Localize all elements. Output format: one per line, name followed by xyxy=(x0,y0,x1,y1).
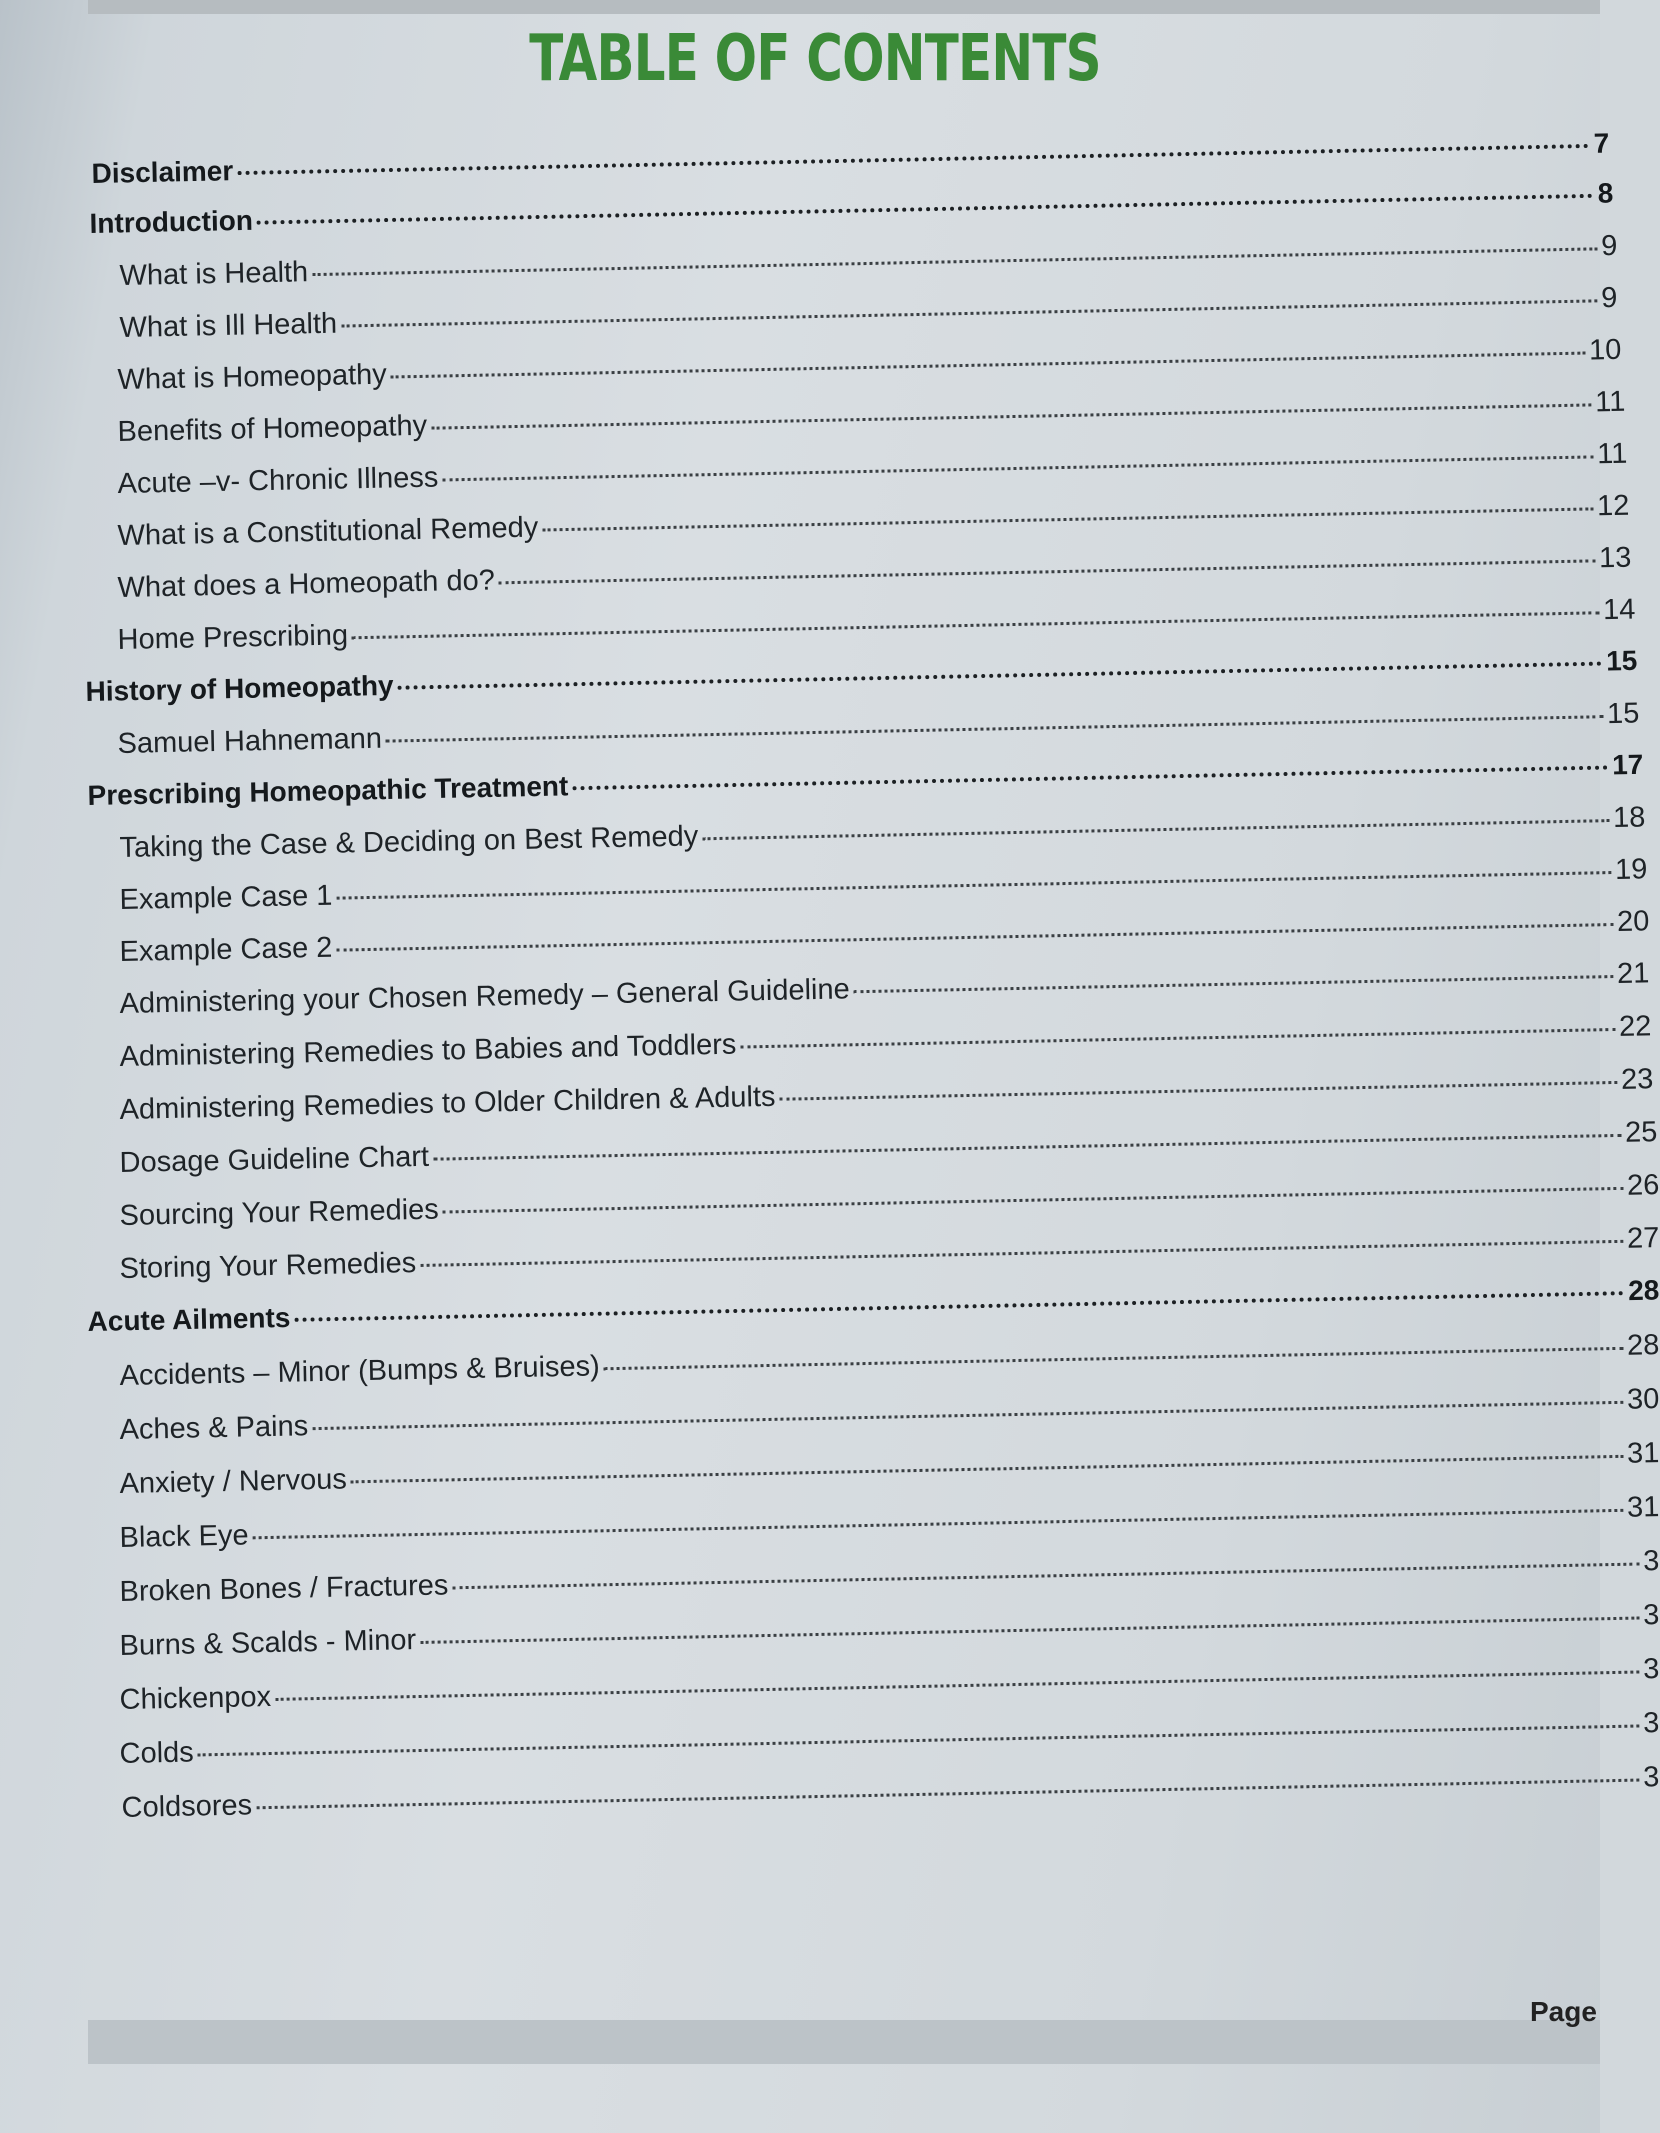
toc-entry-label: Dosage Guideline Chart xyxy=(119,1140,430,1180)
toc-subsection-entry xyxy=(119,1653,1659,1720)
toc-subsection-entry xyxy=(119,1599,1659,1666)
dot-leader xyxy=(420,1240,1623,1267)
dot-leader xyxy=(312,1401,1623,1430)
toc-subsection-entry xyxy=(119,1545,1659,1612)
dot-leader xyxy=(312,247,1597,276)
dot-leader xyxy=(702,819,1609,840)
dot-leader xyxy=(442,455,1593,481)
toc-entry-page-number: 9 xyxy=(1600,281,1618,315)
dot-leader xyxy=(275,1671,1639,1701)
toc-entry-label: Anxiety / Nervous xyxy=(119,1463,348,1501)
toc-entry-label: Prescribing Homeopathic Treatment xyxy=(87,770,569,812)
dot-leader xyxy=(352,611,1599,639)
dot-leader xyxy=(398,662,1603,690)
dot-leader xyxy=(542,507,1593,531)
toc-entry-label: What is a Constitutional Remedy xyxy=(117,511,539,553)
toc-entry-page-number: 3 xyxy=(1642,1545,1660,1578)
toc-entry-label: Example Case 2 xyxy=(119,931,333,969)
toc-entry-label: Benefits of Homeopathy xyxy=(117,409,428,449)
toc-entry-label: Accidents – Minor (Bumps & Bruises) xyxy=(119,1350,601,1393)
toc-entry-label: Administering your Chosen Remedy – General Guideline xyxy=(119,973,850,1021)
dot-leader xyxy=(256,1779,1639,1810)
page-title: TABLE OF CONTENTS xyxy=(529,22,1101,96)
toc-entry-page-number: 11 xyxy=(1596,437,1628,471)
toc-entry-label: Administering Remedies to Babies and Toddlers xyxy=(119,1028,737,1074)
toc-subsection-entry xyxy=(119,1437,1659,1504)
toc-entry-label: Disclaimer xyxy=(91,155,234,190)
toc-entry-page-number: 31 xyxy=(1626,1491,1660,1524)
dot-leader xyxy=(572,765,1608,790)
dot-leader xyxy=(431,403,1591,429)
dot-leader xyxy=(386,715,1603,742)
toc-subsection-entry xyxy=(121,1761,1659,1828)
toc-subsection-entry xyxy=(119,1491,1659,1558)
footer-page-label: Page xyxy=(1530,1996,1597,2027)
dot-leader xyxy=(237,144,1590,175)
toc-subsection-entry xyxy=(119,1383,1659,1450)
dot-leader xyxy=(198,1725,1639,1757)
toc-entry-label: Storing Your Remedies xyxy=(119,1247,417,1286)
toc-entry-page-number: 31 xyxy=(1626,1437,1660,1470)
toc-entry-label: What is Homeopathy xyxy=(117,358,388,397)
toc-subsection-entry xyxy=(119,1707,1659,1774)
toc-entry-page-number: 19 xyxy=(1614,853,1648,886)
toc-entry-page-number: 11 xyxy=(1594,385,1626,419)
toc-entry-label: Acute –v- Chronic Illness xyxy=(117,461,439,501)
toc-entry-page-number: 28 xyxy=(1626,1329,1660,1362)
toc-entry-page-number: 13 xyxy=(1598,541,1632,575)
toc-entry-label: Chickenpox xyxy=(119,1680,272,1717)
dot-leader xyxy=(391,352,1585,379)
toc-entry-page-number: 28 xyxy=(1627,1274,1660,1307)
toc-entry-page-number: 15 xyxy=(1605,644,1638,677)
toc-entry-page-number: 15 xyxy=(1606,697,1640,731)
footer-band xyxy=(88,2020,1600,2064)
toc-entry-label: Sourcing Your Remedies xyxy=(119,1193,440,1233)
toc-subsection-entry xyxy=(119,1329,1659,1396)
toc-entry-label: What does a Homeopath do? xyxy=(117,564,496,605)
dot-leader xyxy=(420,1617,1639,1644)
dot-leader xyxy=(253,1509,1624,1540)
dot-leader xyxy=(294,1291,1624,1322)
toc-entry-label: Aches & Pains xyxy=(119,1410,309,1447)
toc-entry-page-number: 22 xyxy=(1618,1010,1652,1043)
toc-entry-label: Administering Remedies to Older Children & Adults xyxy=(119,1080,776,1127)
toc-entry-label: Samuel Hahnemann xyxy=(117,722,383,761)
toc-entry-page-number: 27 xyxy=(1626,1222,1660,1255)
toc-entry-page-number: 30 xyxy=(1626,1383,1660,1416)
dot-leader xyxy=(740,1028,1615,1049)
toc-entry-page-number: 8 xyxy=(1597,177,1614,209)
dot-leader xyxy=(336,871,1611,900)
dot-leader xyxy=(452,1563,1639,1590)
toc-entry-label: Coldsores xyxy=(121,1789,253,1825)
dot-leader xyxy=(780,1081,1618,1101)
toc-entry-label: Acute Ailments xyxy=(87,1301,291,1338)
toc-entry-page-number: 23 xyxy=(1620,1063,1654,1096)
toc-entry-label: Broken Bones / Fractures xyxy=(119,1569,449,1609)
dot-leader xyxy=(336,923,1613,952)
toc-entry-page-number: 3 xyxy=(1642,1599,1660,1632)
toc-entry-page-number: 10 xyxy=(1588,333,1622,367)
toc-entry-page-number: 21 xyxy=(1616,957,1650,990)
dot-leader xyxy=(604,1347,1623,1370)
toc-entry-page-number: 7 xyxy=(1593,127,1610,159)
dot-leader xyxy=(854,975,1613,993)
dot-leader xyxy=(257,194,1594,225)
toc-entry-page-number: 20 xyxy=(1616,905,1650,938)
toc-entry-label: Example Case 1 xyxy=(119,879,333,917)
toc-entry-page-number: 18 xyxy=(1612,801,1646,835)
toc-entry-page-number: 3 xyxy=(1642,1761,1660,1794)
dot-leader xyxy=(499,559,1595,584)
toc-entry-page-number: 26 xyxy=(1626,1169,1660,1202)
toc-entry-page-number: 25 xyxy=(1624,1116,1658,1149)
toc-entry-page-number: 3 xyxy=(1642,1707,1660,1740)
dot-leader xyxy=(443,1187,1623,1214)
toc-entry-label: Taking the Case & Deciding on Best Remedy xyxy=(119,820,699,865)
toc-entry-page-number: 9 xyxy=(1600,229,1618,263)
toc-entry-label: Introduction xyxy=(89,204,254,240)
dot-leader xyxy=(433,1134,1621,1161)
toc-entry-page-number: 3 xyxy=(1642,1653,1660,1686)
toc-entry-page-number: 12 xyxy=(1596,489,1630,523)
toc-entry-label: History of Homeopathy xyxy=(85,669,394,708)
toc-entry-page-number: 14 xyxy=(1602,593,1636,627)
toc-entry-label: Burns & Scalds - Minor xyxy=(119,1624,417,1663)
toc-entry-label: What is Ill Health xyxy=(119,307,338,345)
toc-entry-label: Colds xyxy=(119,1736,195,1771)
toc-entry-label: Home Prescribing xyxy=(117,619,349,657)
dot-leader xyxy=(351,1455,1623,1484)
dot-leader xyxy=(341,299,1597,327)
toc-entry-label: Black Eye xyxy=(119,1519,249,1555)
toc-entry-label: What is Health xyxy=(119,256,309,293)
toc-entry-page-number: 17 xyxy=(1611,748,1644,781)
